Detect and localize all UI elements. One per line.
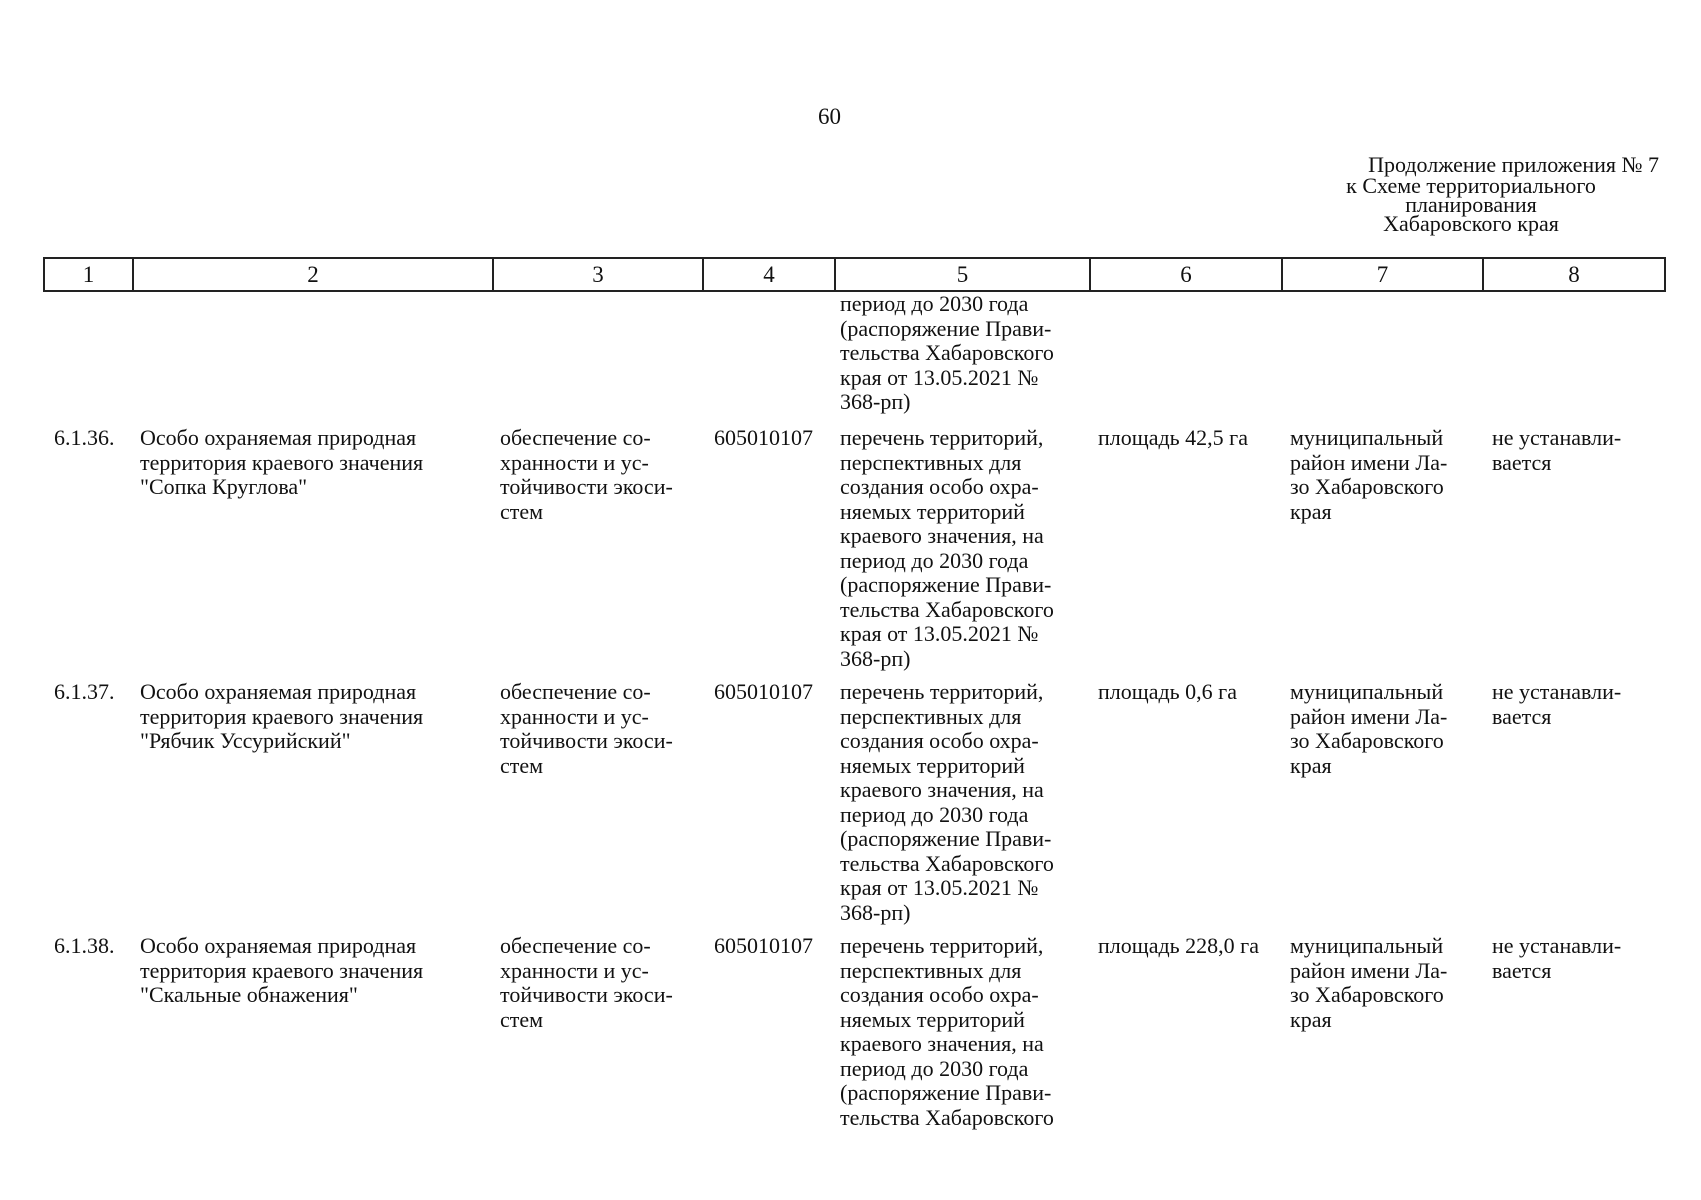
row-number: 6.1.38. [54, 933, 115, 958]
row-number: 6.1.37. [54, 679, 115, 704]
page-number: 60 [818, 104, 841, 129]
object-parameters: площадь 42,5 га [1098, 425, 1248, 450]
column-number: 3 [493, 258, 703, 291]
object-basis: перечень территорий, перспективных для создания особо охра- няемых территорий краевого значения, на период до 2030 года (распоряжение Прави- тельства Хабаровского края от 13.05.2021 № 368-рп) [840, 679, 1054, 925]
appendix-line: планирования [1405, 192, 1537, 217]
object-basis: перечень территорий, перспективных для создания особо охра- няемых территорий краевого значения, на период до 2030 года (распоряжение Прави- тельства Хабаровского [840, 933, 1054, 1130]
column-number: 4 [703, 258, 835, 291]
object-purpose: обеспечение со- хранности и ус- тойчивости экоси- стем [500, 933, 673, 1032]
column-number: 1 [44, 258, 133, 291]
object-zone: не устанавли- вается [1492, 679, 1622, 729]
appendix-line: Хабаровского края [1383, 211, 1559, 236]
row-number: 6.1.36. [54, 425, 115, 450]
appendix-line: к Схеме территориального [1346, 173, 1596, 198]
object-parameters: площадь 228,0 га [1098, 933, 1259, 958]
object-location: муниципальный район имени Ла- зо Хабаровского края [1290, 933, 1448, 1032]
object-code: 605010107 [714, 679, 813, 704]
object-code: 605010107 [714, 933, 813, 958]
column-number: 6 [1090, 258, 1282, 291]
object-basis: перечень территорий, перспективных для создания особо охра- няемых территорий краевого значения, на период до 2030 года (распоряжение Прави- тельства Хабаровского края от 13.05.2021 № 368-рп) [840, 425, 1054, 671]
object-zone: не устанавли- вается [1492, 933, 1622, 983]
object-location: муниципальный район имени Ла- зо Хабаровского края [1290, 425, 1448, 524]
continued-basis-text: период до 2030 года (распоряжение Прави- тельства Хабаровского края от 13.05.2021 № 368-рп) [840, 291, 1054, 414]
column-number: 8 [1483, 258, 1665, 291]
appendix-note [1291, 152, 1659, 236]
object-location: муниципальный район имени Ла- зо Хабаровского края [1290, 679, 1448, 778]
column-number: 2 [133, 258, 493, 291]
object-purpose: обеспечение со- хранности и ус- тойчивости экоси- стем [500, 425, 673, 524]
object-name: Особо охраняемая природная территория краевого значения "Скальные обнажения" [140, 933, 424, 1007]
object-zone: не устанавли- вается [1492, 425, 1622, 475]
object-purpose: обеспечение со- хранности и ус- тойчивости экоси- стем [500, 679, 673, 778]
column-header-table [43, 257, 1666, 292]
column-number: 5 [835, 258, 1090, 291]
object-name: Особо охраняемая природная территория краевого значения "Сопка Круглова" [140, 425, 424, 499]
column-number: 7 [1282, 258, 1483, 291]
column-header-row [44, 258, 1665, 291]
object-name: Особо охраняемая природная территория краевого значения "Рябчик Уссурийский" [140, 679, 424, 753]
appendix-line: Продолжение приложения № 7 [1368, 152, 1659, 177]
object-parameters: площадь 0,6 га [1098, 679, 1237, 704]
object-code: 605010107 [714, 425, 813, 450]
